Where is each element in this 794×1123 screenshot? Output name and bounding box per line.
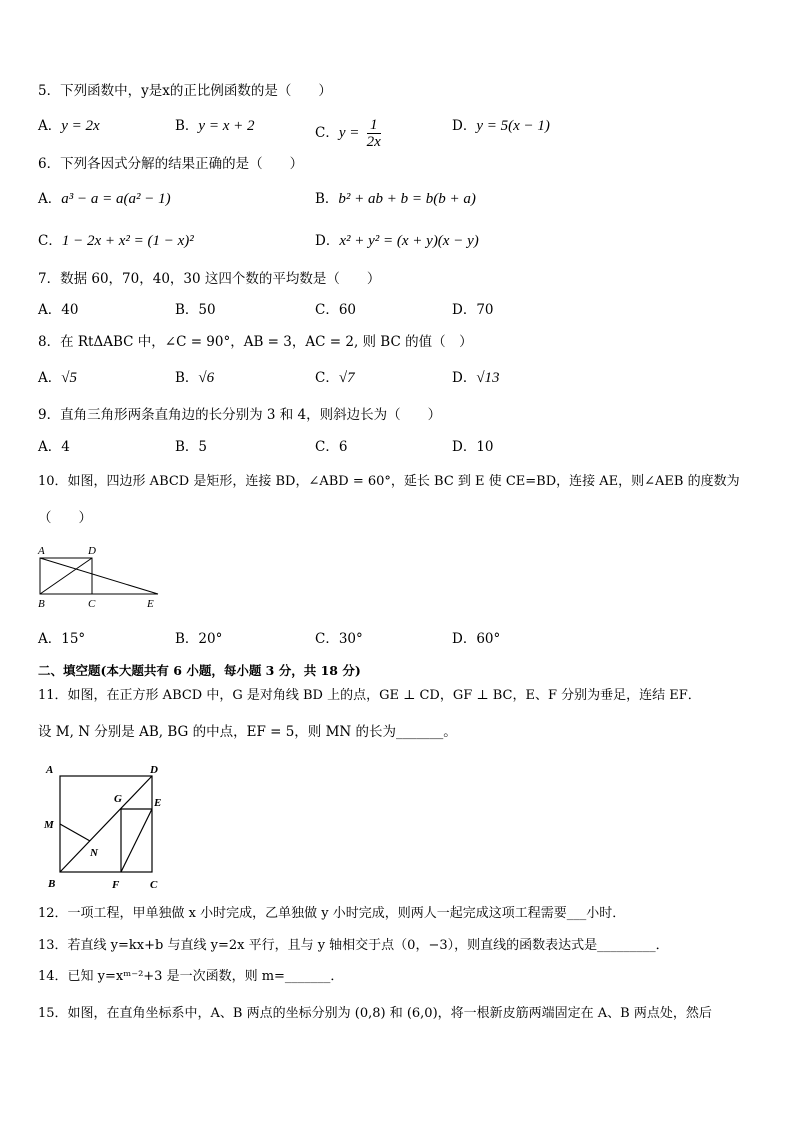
- fraction: $\frac{1}{2x}$: [366, 117, 381, 150]
- section-2-heading: 二、填空题(本大题共有 6 小题，每小题 3 分，共 18 分): [38, 663, 361, 678]
- q7-stem: 7．数据 60，70，40，30 这四个数的平均数是（ ）: [38, 271, 381, 287]
- label-a: A: [46, 764, 54, 776]
- label-m: M: [44, 819, 54, 831]
- segment-bd: [40, 558, 92, 594]
- q6-option-c: C．1 − 2x + x² = (1 − x)²: [38, 233, 194, 249]
- q5-stem: 5．下列函数中，y是x的正比例函数的是（ ）: [38, 83, 332, 99]
- q10-option-b: B．20°: [175, 631, 223, 647]
- q11-line2: 设 M, N 分别是 AB, BG 的中点，EF = 5，则 MN 的长为_______。: [38, 724, 457, 740]
- q6-option-d: D．x² + y² = (x + y)(x − y): [315, 233, 479, 249]
- q7-option-c: C．60: [315, 302, 357, 318]
- q8-option-b: B．√6: [175, 370, 215, 386]
- label-c: C: [150, 879, 158, 890]
- q8-stem: 8．在 RtΔABC 中，∠C = 90°，AB = 3，AC = 2, 则 BC 的值（ ）: [38, 334, 473, 350]
- q5-option-c: C．y = $\frac{1}{2x}$: [315, 117, 381, 150]
- q10-option-d: D．60°: [452, 631, 501, 647]
- q10-paren: （ ）: [38, 510, 92, 526]
- q12-text: 12．一项工程，甲单独做 x 小时完成，乙单独做 y 小时完成，则两人一起完成这项工程需要___小时．: [38, 906, 626, 921]
- q15-text: 15．如图，在直角坐标系中，A、B 两点的坐标分别为 (0,8) 和 (6,0)，将一根新皮筋两端固定在 A、B 两点处，然后: [38, 1006, 712, 1021]
- label-c: C: [88, 598, 96, 610]
- q5-option-d: D．y = 5(x − 1): [452, 118, 550, 134]
- label-b: B: [48, 878, 56, 890]
- q10-figure: [34, 542, 164, 612]
- label-b: B: [38, 598, 45, 610]
- label-d: D: [150, 764, 158, 776]
- label-g: G: [114, 793, 122, 805]
- q8-option-a: A．√5: [38, 370, 77, 386]
- q6-option-b: B．b² + ab + b = b(b + a): [315, 191, 476, 207]
- q9-option-c: C．6: [315, 439, 348, 455]
- q11-figure: [40, 760, 170, 890]
- q6-stem: 6．下列各因式分解的结果正确的是（ ）: [38, 156, 304, 172]
- segment-ef: [121, 809, 152, 872]
- q10-option-c: C．30°: [315, 631, 363, 647]
- q7-option-b: B．50: [175, 302, 216, 318]
- q11-line1: 11．如图，在正方形 ABCD 中，G 是对角线 BD 上的点，GE ⊥ CD，GF ⊥ BC，E、F 分别为垂足，连结 EF．: [38, 688, 701, 703]
- label-a: A: [38, 545, 45, 557]
- label-d: D: [88, 545, 96, 557]
- q5-option-a: A．y = 2x: [38, 118, 100, 134]
- q10-stem: 10．如图，四边形 ABCD 是矩形，连接 BD，∠ABD = 60°，延长 BC 到 E 使 CE=BD，连接 AE，则∠AEB 的度数为: [38, 474, 740, 489]
- q6-option-a: A．a³ − a = a(a² − 1): [38, 191, 171, 207]
- q7-option-a: A．40: [38, 302, 79, 318]
- q8-option-d: D．√13: [452, 370, 500, 386]
- segment-mn: [60, 824, 90, 841]
- q7-option-d: D．70: [452, 302, 494, 318]
- segment-ae: [40, 558, 158, 594]
- q14-text: 14．已知 y=xᵐ⁻²+3 是一次函数，则 m=_______．: [38, 969, 344, 984]
- q13-text: 13．若直线 y=kx+b 与直线 y=2x 平行，且与 y 轴相交于点（0，−3），则直线的函数表达式是_________．: [38, 938, 669, 953]
- label-f: F: [112, 879, 120, 890]
- q9-option-b: B．5: [175, 439, 208, 455]
- q8-option-c: C．√7: [315, 370, 355, 386]
- q10-option-a: A．15°: [38, 631, 86, 647]
- label-n: N: [90, 847, 98, 859]
- q9-stem: 9．直角三角形两条直角边的长分别为 3 和 4，则斜边长为（ ）: [38, 407, 442, 423]
- q9-option-a: A．4: [38, 439, 70, 455]
- label-e: E: [154, 797, 162, 809]
- diagonal-bd: [60, 776, 152, 872]
- label-e: E: [147, 598, 154, 610]
- q5-option-b: B．y = x + 2: [175, 118, 255, 134]
- q9-option-d: D．10: [452, 439, 494, 455]
